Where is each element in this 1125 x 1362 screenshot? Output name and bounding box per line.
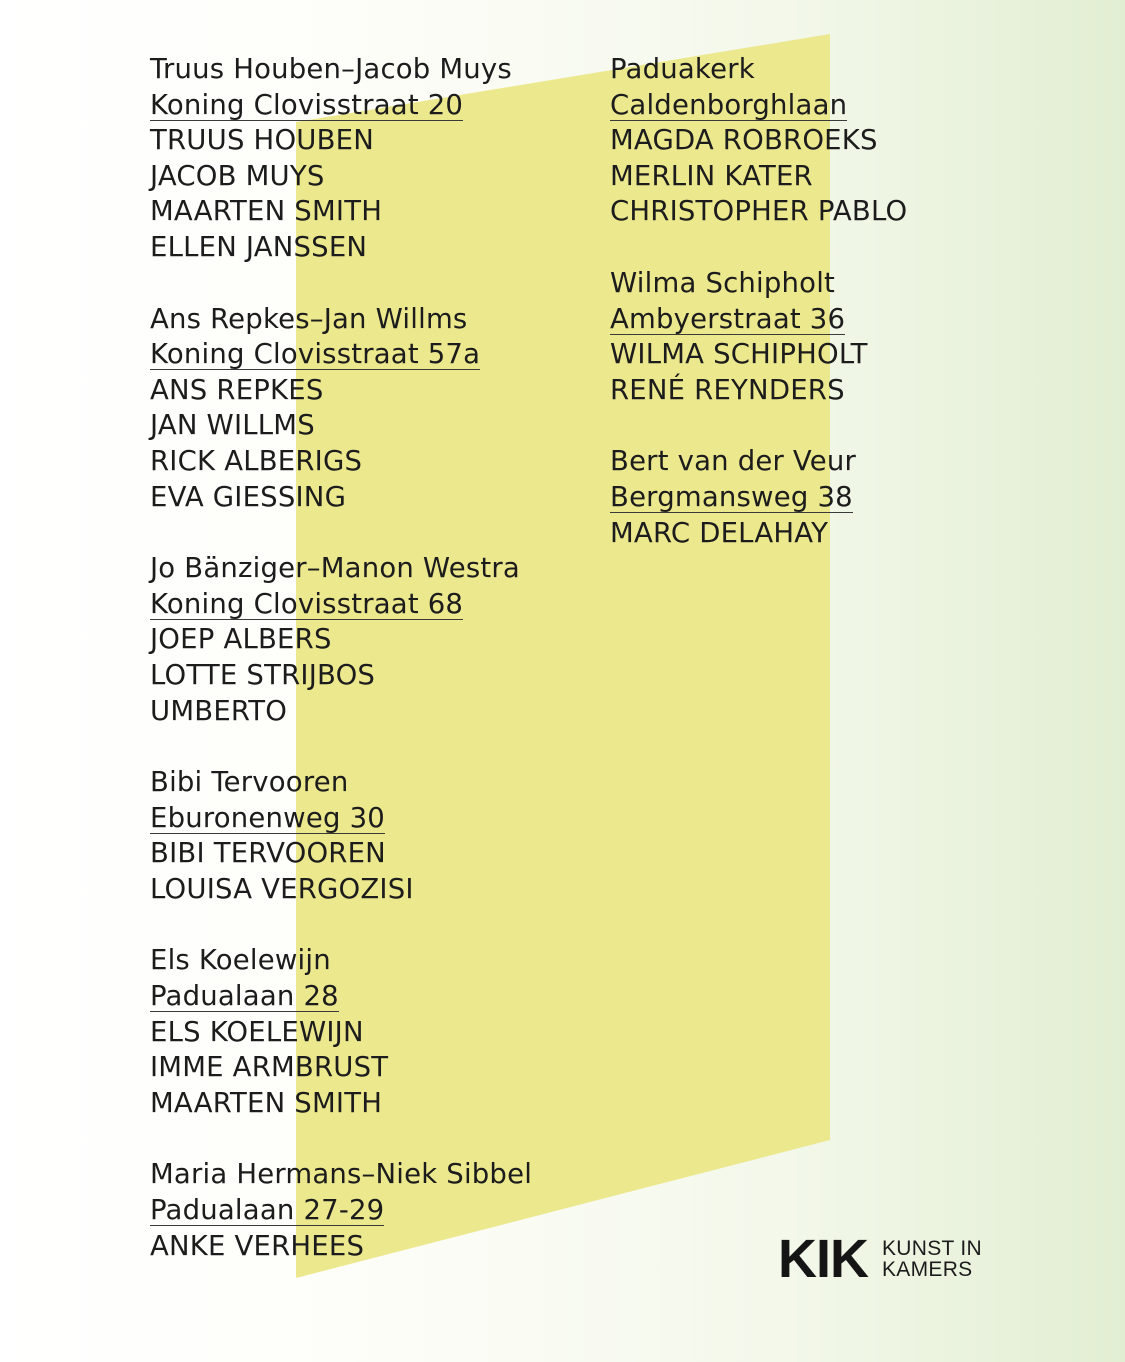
venue-address[interactable]: Padualaan 28 — [150, 980, 339, 1013]
venue-address-line — [150, 587, 590, 623]
venue-host: Bert van der Veur — [610, 445, 857, 478]
venue-host: Els Koelewijn — [150, 944, 331, 977]
venue-block — [150, 943, 590, 1121]
venue-host: Maria Hermans–Niek Sibbel — [150, 1158, 533, 1191]
venue-address-line — [610, 302, 1030, 338]
artist-name: LOTTE STRIJBOS — [150, 658, 376, 691]
venue-address-line — [150, 1193, 590, 1229]
artist-name: JACOB MUYS — [150, 159, 325, 192]
artist-name: MAGDA ROBROEKS — [610, 124, 878, 157]
venue-address-line — [150, 337, 590, 373]
venue-address-line — [150, 801, 590, 837]
artist-name: ELLEN JANSSEN — [150, 230, 368, 263]
venue-address[interactable]: Caldenborghlaan — [610, 88, 848, 121]
logo-line-2: KAMERS — [882, 1258, 973, 1281]
venue-address[interactable]: Eburonenweg 30 — [150, 801, 385, 834]
venue-address[interactable]: Koning Clovisstraat 57a — [150, 338, 481, 371]
logo-wordmark — [882, 1238, 982, 1280]
venue-address[interactable]: Padualaan 27-29 — [150, 1194, 385, 1227]
artist-name: TRUUS HOUBEN — [150, 124, 375, 157]
kik-logo — [778, 1229, 983, 1289]
venue-block — [150, 52, 590, 266]
venue-host: Bibi Tervooren — [150, 766, 349, 799]
logo-mark: KIK — [778, 1229, 868, 1289]
venue-address-line — [150, 979, 590, 1015]
venue-host: Truus Houben–Jacob Muys — [150, 53, 512, 85]
artist-name: MAARTEN SMITH — [150, 195, 383, 228]
artist-name: LOUISA VERGOZISI — [150, 872, 414, 905]
artist-name: JAN WILLMS — [150, 409, 315, 442]
venue-block — [610, 444, 1030, 551]
venue-column-right — [610, 52, 1030, 587]
artist-name: ANS REPKES — [150, 373, 324, 406]
venue-host: Wilma Schipholt — [610, 266, 836, 299]
artist-name: EVA GIESSING — [150, 480, 347, 513]
venue-block — [150, 302, 590, 516]
venue-address[interactable]: Koning Clovisstraat 68 — [150, 587, 464, 620]
artist-name: IMME ARMBRUST — [150, 1051, 389, 1084]
venue-host: Jo Bänziger–Manon Westra — [150, 552, 520, 585]
artist-name: BIBI TERVOOREN — [150, 837, 386, 870]
venue-address[interactable]: Bergmansweg 38 — [610, 480, 853, 513]
venue-block — [150, 765, 590, 907]
artist-name: ANKE VERHEES — [150, 1229, 365, 1262]
venue-address[interactable]: Ambyerstraat 36 — [610, 302, 846, 335]
venue-block — [150, 1157, 590, 1264]
venue-address-line — [150, 88, 590, 124]
venue-column-left — [150, 52, 590, 1300]
artist-name: CHRISTOPHER PABLO — [610, 195, 908, 228]
logo-line-1: KUNST IN — [882, 1237, 983, 1260]
venue-host: Paduakerk — [610, 53, 755, 85]
artist-name: MAARTEN SMITH — [150, 1086, 383, 1119]
artist-name: RENÉ REYNDERS — [610, 373, 845, 406]
venue-address-line — [610, 480, 1030, 516]
venue-block — [150, 551, 590, 729]
artist-name: MARC DELAHAY — [610, 516, 829, 549]
artist-name: MERLIN KATER — [610, 159, 813, 192]
artist-name: ELS KOELEWIJN — [150, 1015, 364, 1048]
artist-name: UMBERTO — [150, 694, 288, 727]
venue-block — [610, 52, 1030, 230]
artist-name: JOEP ALBERS — [150, 623, 332, 656]
venue-address[interactable]: Koning Clovisstraat 20 — [150, 88, 464, 121]
venue-block — [610, 266, 1030, 408]
artist-name: RICK ALBERIGS — [150, 444, 363, 477]
artist-name: WILMA SCHIPHOLT — [610, 338, 868, 371]
venue-host: Ans Repkes–Jan Willms — [150, 302, 468, 335]
venue-address-line — [610, 88, 1030, 124]
